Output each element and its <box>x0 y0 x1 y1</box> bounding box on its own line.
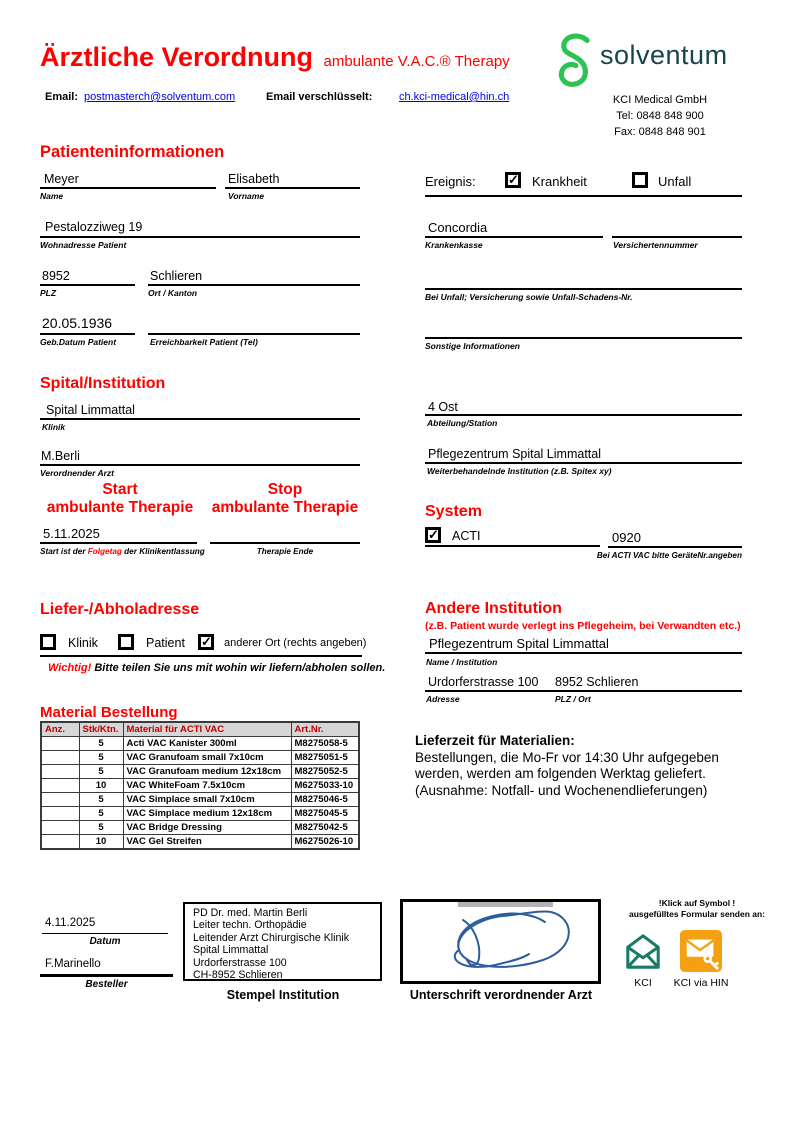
klick-note <box>613 898 781 920</box>
stempel-line: Leiter techn. Orthopädie <box>193 919 307 932</box>
col-artnr: Art.Nr. <box>291 722 359 737</box>
label-andere-adresse: Adresse <box>426 694 460 704</box>
label-weiter-institution: Weiterbehandelnde Institution (z.B. Spitex xy) <box>427 466 612 476</box>
label-andere-name: Name / Institution <box>426 657 498 667</box>
checkbox-liefer-patient[interactable] <box>118 634 134 650</box>
stk-cell: 5 <box>79 821 123 835</box>
stop-therapie-heading <box>205 481 365 517</box>
label-acti: ACTI <box>452 529 481 543</box>
field-andere-plz-ort[interactable]: 8952 Schlieren <box>555 675 639 689</box>
field-andere-name[interactable]: Pflegezentrum Spital Limmattal <box>429 636 609 651</box>
checkbox-acti[interactable] <box>425 527 441 543</box>
stk-cell: 5 <box>79 807 123 821</box>
lieferzeit-heading: Lieferzeit für Materialien: <box>415 733 575 748</box>
label-krankheit: Krankheit <box>532 174 587 189</box>
line-sonstige <box>425 337 742 339</box>
klick-line1: !Klick auf Symbol ! <box>658 898 736 908</box>
stk-cell: 5 <box>79 751 123 765</box>
label-unfall: Unfall <box>658 174 692 189</box>
section-system-heading: System <box>425 503 482 520</box>
line-name <box>40 187 216 189</box>
table-row <box>41 751 359 765</box>
company-tel: Tel: 0848 848 900 <box>616 110 704 122</box>
line-andere-adresse <box>425 690 742 692</box>
lieferzeit-line3: (Ausnahme: Notfall- und Wochenendlieferungen) <box>415 782 708 798</box>
anz-cell[interactable] <box>41 737 79 751</box>
label-stempel: Stempel Institution <box>226 988 340 1002</box>
label-ort: Ort / Kanton <box>148 288 198 298</box>
label-besteller: Besteller <box>85 979 128 990</box>
field-gebdatum[interactable]: 20.05.1936 <box>42 315 113 331</box>
wichtig-red: Wichtig! <box>48 662 92 674</box>
stop-line1: Stop <box>267 481 303 498</box>
company-fax: Fax: 0848 848 901 <box>614 126 706 138</box>
stempel-line: Leitender Arzt Chirurgische Klinik <box>193 931 350 944</box>
start-note-post: der Klinikentlassung <box>121 547 205 556</box>
table-row <box>41 835 359 850</box>
label-krankenkasse: Krankenkasse <box>425 240 483 250</box>
line-versichertennummer <box>612 236 742 238</box>
label-klinik: Klinik <box>42 422 66 432</box>
lieferzeit-line2: werden, werden am folgenden Werktag geliefert. <box>415 766 706 781</box>
material-cell: VAC Granufoam medium 12x18cm <box>123 765 291 779</box>
table-row <box>41 765 359 779</box>
label-erreichbarkeit: Erreichbarkeit Patient (Tel) <box>150 337 258 347</box>
section-liefer-heading: Liefer-/Abholadresse <box>40 601 200 618</box>
anz-cell[interactable] <box>41 807 79 821</box>
label-abteilung: Abteilung/Station <box>427 418 498 428</box>
stop-line2: ambulante Therapie <box>211 499 359 516</box>
col-anz: Anz. <box>41 722 79 737</box>
field-geraet-nr[interactable]: 0920 <box>612 530 641 545</box>
checkbox-liefer-klinik[interactable] <box>40 634 56 650</box>
company-name: KCI Medical GmbH <box>612 94 708 106</box>
page-subtitle: ambulante V.A.C.® Therapy <box>323 53 510 70</box>
lieferzeit-block <box>415 733 719 799</box>
solventum-logo <box>556 32 728 93</box>
email-enc-label: Email verschlüsselt: <box>266 91 373 103</box>
kci-hin-send-button[interactable] <box>680 930 722 977</box>
label-plz: PLZ <box>40 288 57 298</box>
signature-box[interactable] <box>400 899 601 984</box>
wichtig-note <box>48 662 385 674</box>
field-arzt[interactable]: M.Berli <box>41 449 80 463</box>
line-acti <box>425 545 600 547</box>
start-note <box>40 547 205 556</box>
email-link[interactable]: postmasterch@solventum.com <box>84 91 236 103</box>
signature <box>403 902 596 979</box>
material-cell: VAC Granufoam small 7x10cm <box>123 751 291 765</box>
page-title: Ärztliche Verordnung <box>40 42 314 72</box>
company-block <box>585 92 735 140</box>
line-unfallnr <box>425 288 742 290</box>
hin-envelope-key-icon <box>680 930 722 972</box>
anz-cell[interactable] <box>41 793 79 807</box>
stempel-line: PD Dr. med. Martin Berli <box>193 907 308 919</box>
email-enc-link[interactable]: ch.kci-medical@hin.ch <box>399 91 510 103</box>
line-start-date <box>40 542 197 544</box>
table-row <box>41 779 359 793</box>
line-datum <box>42 933 168 934</box>
label-kci-hin: KCI via HIN <box>673 977 729 989</box>
artnr-cell: M8275058-5 <box>291 737 359 751</box>
field-vorname[interactable]: Elisabeth <box>228 172 280 186</box>
solventum-swirl-icon <box>556 32 594 88</box>
scan-artifact <box>458 902 553 907</box>
anz-cell[interactable] <box>41 765 79 779</box>
line-abteilung <box>425 414 742 416</box>
anz-cell[interactable] <box>41 835 79 850</box>
field-andere-adresse[interactable]: Urdorferstrasse 100 <box>428 675 539 689</box>
artnr-cell: M8275045-5 <box>291 807 359 821</box>
material-header-row <box>41 722 359 737</box>
artnr-cell: M8275046-5 <box>291 793 359 807</box>
stk-cell: 5 <box>79 765 123 779</box>
label-liefer-klinik: Klinik <box>68 636 98 650</box>
material-cell: VAC Simplace medium 12x18cm <box>123 807 291 821</box>
label-ereignis: Ereignis: <box>425 174 476 189</box>
section-spital-heading: Spital/Institution <box>40 375 166 392</box>
stempel-line: CH-8952 Schlieren <box>193 969 283 982</box>
solventum-wordmark: solventum <box>600 40 728 70</box>
artnr-cell: M6275026-10 <box>291 835 359 850</box>
stk-cell: 5 <box>79 793 123 807</box>
label-arzt: Verordnender Arzt <box>40 468 114 478</box>
checkbox-krankheit[interactable] <box>505 172 521 188</box>
line-plz <box>40 284 135 286</box>
material-cell: VAC Bridge Dressing <box>123 821 291 835</box>
label-therapie-ende: Therapie Ende <box>256 547 314 556</box>
stk-cell: 10 <box>79 779 123 793</box>
material-cell: Acti VAC Kanister 300ml <box>123 737 291 751</box>
klick-line2: ausgefülltes Formular senden an: <box>628 909 766 919</box>
field-besteller[interactable]: F.Marinello <box>45 958 101 970</box>
anz-cell[interactable] <box>41 821 79 835</box>
line-erreichbarkeit <box>148 333 360 335</box>
label-gebdatum: Geb.Datum Patient <box>40 337 117 347</box>
line-geraet-nr <box>608 546 742 548</box>
artnr-cell: M8275052-5 <box>291 765 359 779</box>
line-vorname <box>225 187 360 189</box>
line-arzt <box>40 464 360 466</box>
line-address <box>40 236 360 238</box>
stk-cell: 10 <box>79 835 123 850</box>
label-liefer-patient: Patient <box>146 636 185 650</box>
label-versichertennummer: Versichertennummer <box>613 240 698 250</box>
kci-send-button[interactable] <box>624 933 662 976</box>
checkbox-liefer-anderer[interactable] <box>198 634 214 650</box>
start-therapie-heading <box>40 481 200 517</box>
artnr-cell: M6275033-10 <box>291 779 359 793</box>
table-row <box>41 807 359 821</box>
material-cell: VAC WhiteFoam 7.5x10cm <box>123 779 291 793</box>
col-material: Material für ACTI VAC <box>123 722 291 737</box>
label-sonstige: Sonstige Informationen <box>425 341 520 351</box>
table-row <box>41 793 359 807</box>
material-table <box>40 721 360 850</box>
stk-cell: 5 <box>79 737 123 751</box>
label-vorname: Vorname <box>228 191 265 201</box>
stempel-line: Urdorferstrasse 100 <box>193 956 287 969</box>
kci-envelope-icon <box>624 933 662 971</box>
field-name[interactable]: Meyer <box>44 172 79 186</box>
label-andere-plz-ort: PLZ / Ort <box>555 694 591 704</box>
page-title-row <box>40 42 510 73</box>
label-kci: KCI <box>634 977 652 989</box>
start-note-red: Folgetag <box>87 547 122 556</box>
line-andere-name <box>425 652 742 654</box>
material-cell: VAC Simplace small 7x10cm <box>123 793 291 807</box>
section-patient-heading: Patienteninformationen <box>40 143 225 161</box>
section-material-heading: Material Bestellung <box>40 704 178 721</box>
line-ereignis <box>425 195 742 197</box>
label-datum: Datum <box>89 936 121 947</box>
anz-cell[interactable] <box>41 751 79 765</box>
table-row <box>41 821 359 835</box>
field-address[interactable]: Pestalozziweg 19 <box>45 220 143 234</box>
field-klinik[interactable]: Spital Limmattal <box>46 403 135 417</box>
line-stop-date <box>210 542 360 544</box>
col-stk: Stk/Ktn. <box>79 722 123 737</box>
field-abteilung[interactable]: 4 Ost <box>428 400 458 414</box>
line-liefer <box>40 655 362 657</box>
label-address: Wohnadresse Patient <box>40 240 127 250</box>
wichtig-text: Bitte teilen Sie uns mit wohin wir liefern/abholen sollen. <box>91 662 386 674</box>
field-krankenkasse[interactable]: Concordia <box>428 220 488 235</box>
label-unfallnr: Bei Unfall; Versicherung sowie Unfall-Schadens-Nr. <box>425 292 633 302</box>
field-weiter-institution[interactable]: Pflegezentrum Spital Limmattal <box>428 447 601 461</box>
start-note-pre: Start ist der <box>40 547 88 556</box>
field-start-date[interactable]: 5.11.2025 <box>43 526 100 541</box>
stempel-line: Spital Limmattal <box>193 944 269 957</box>
label-unterschrift: Unterschrift verordnender Arzt <box>409 988 593 1002</box>
line-weiter-institution <box>425 462 742 464</box>
line-besteller <box>40 974 173 977</box>
section-andere-heading: Andere Institution <box>425 600 562 617</box>
field-plz[interactable]: 8952 <box>42 269 70 283</box>
line-ort <box>148 284 360 286</box>
email-label: Email: <box>45 91 79 103</box>
table-row <box>41 737 359 751</box>
label-geraet-nr: Bei ACTI VAC bitte GeräteNr.angeben <box>596 551 742 560</box>
artnr-cell: M8275051-5 <box>291 751 359 765</box>
label-liefer-anderer: anderer Ort (rechts angeben) <box>224 637 367 649</box>
artnr-cell: M8275042-5 <box>291 821 359 835</box>
lieferzeit-line1: Bestellungen, die Mo-Fr vor 14:30 Uhr aufgegeben <box>415 749 719 765</box>
stempel-box[interactable] <box>183 902 382 981</box>
checkbox-unfall[interactable] <box>632 172 648 188</box>
material-cell: VAC Gel Streifen <box>123 835 291 850</box>
andere-subheading: (z.B. Patient wurde verlegt ins Pflegeheim, bei Verwandten etc.) <box>425 620 741 632</box>
line-gebdatum <box>40 333 135 335</box>
start-line1: Start <box>102 481 138 498</box>
line-krankenkasse <box>425 236 603 238</box>
field-datum[interactable]: 4.11.2025 <box>45 917 96 929</box>
start-line2: ambulante Therapie <box>46 499 194 516</box>
label-name: Name <box>40 191 64 201</box>
line-klinik <box>40 418 360 420</box>
field-ort[interactable]: Schlieren <box>150 269 203 283</box>
anz-cell[interactable] <box>41 779 79 793</box>
